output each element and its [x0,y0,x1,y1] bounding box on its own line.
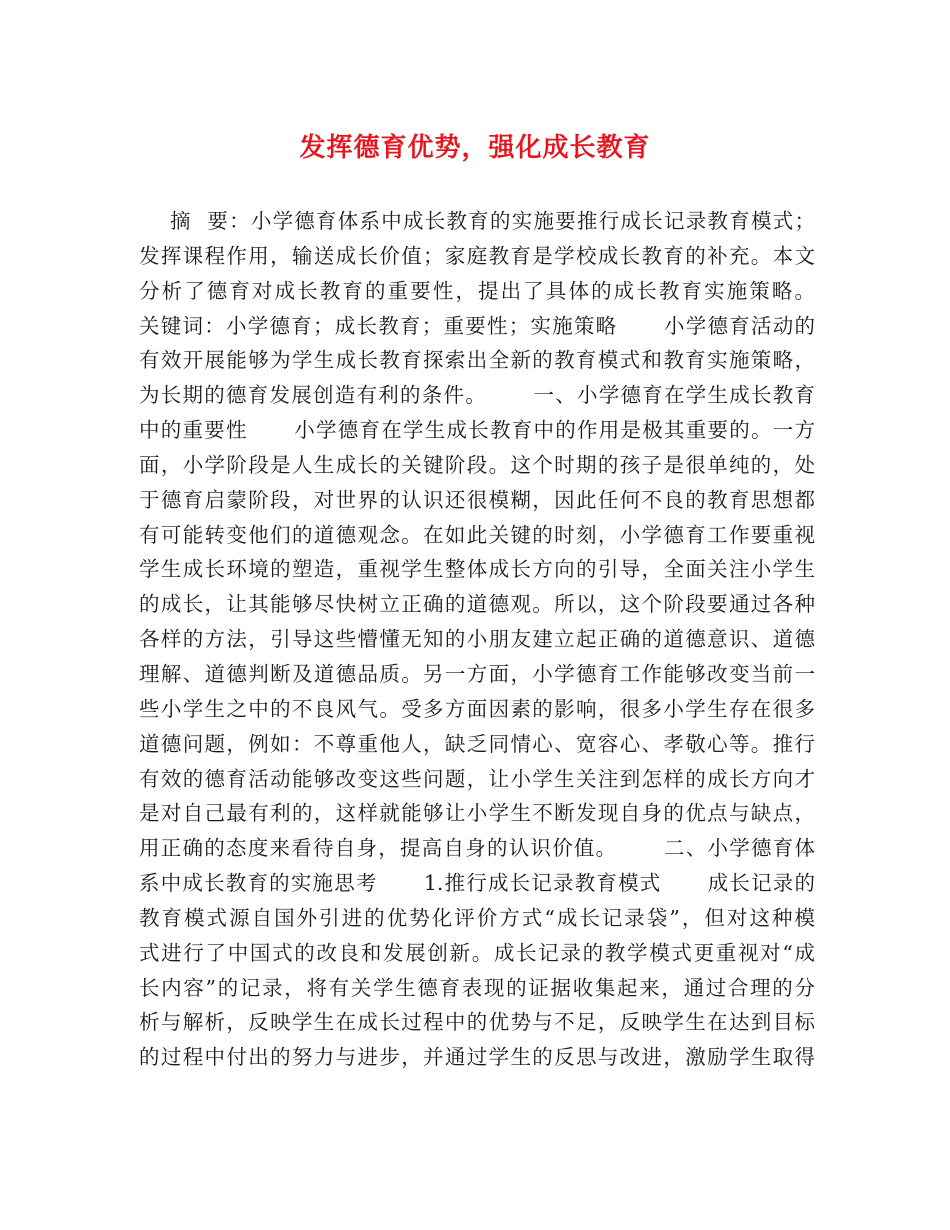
document-body [139,204,815,1075]
body-line: 各样的方法，引导这些懵懂无知的小朋友建立起正确的道德意识、道德 [139,627,815,652]
body-line: 是对自己最有利的，这样就能够让小学生不断发现自身的优点与缺点， [139,801,815,826]
body-line: 发挥课程作用，输送成长价值；家庭教育是学校成长教育的补充。本文 [139,243,815,268]
body-line: 长内容”的记录，将有关学生德育表现的证据收集起来，通过合理的分 [139,975,815,1000]
body-line: 中的重要性 小学德育在学生成长教育中的作用是极其重要的。一方 [139,418,815,443]
body-line: 析与解析，反映学生在成长过程中的优势与不足，反映学生在达到目标 [139,1010,815,1035]
document-title: 发挥德育优势，强化成长教育 [299,133,651,163]
body-line: 道德问题，例如：不尊重他人，缺乏同情心、宽容心、孝敬心等。推行 [139,731,815,756]
body-line: 有效的德育活动能够改变这些问题，让小学生关注到怎样的成长方向才 [139,766,815,791]
body-line: 系中成长教育的实施思考 1.推行成长记录教育模式 成长记录的 [139,871,815,896]
body-line: 关键词：小学德育；成长教育；重要性；实施策略 小学德育活动的 [139,313,815,338]
body-line: 教育模式源自国外引进的优势化评价方式“成长记录袋”，但对这种模 [139,905,815,930]
body-line: 分析了德育对成长教育的重要性，提出了具体的成长教育实施策略。 [139,278,815,303]
body-line: 有效开展能够为学生成长教育探索出全新的教育模式和教育实施策略， [139,348,815,373]
body-line: 用正确的态度来看待自身，提高自身的认识价值。 二、小学德育体 [139,836,815,861]
body-line: 于德育启蒙阶段，对世界的认识还很模糊，因此任何不良的教育思想都 [139,487,815,512]
body-line: 为长期的德育发展创造有利的条件。 一、小学德育在学生成长教育 [139,383,815,408]
body-line: 面，小学阶段是人生成长的关键阶段。这个时期的孩子是很单纯的，处 [139,452,815,477]
body-line: 有可能转变他们的道德观念。在如此关键的时刻，小学德育工作要重视 [139,522,815,547]
body-line: 摘 要：小学德育体系中成长教育的实施要推行成长记录教育模式； [139,209,815,233]
body-line: 学生成长环境的塑造，重视学生整体成长方向的引导，全面关注小学生 [139,557,815,582]
body-line: 些小学生之中的不良风气。受多方面因素的影响，很多小学生存在很多 [139,696,815,721]
body-line: 的过程中付出的努力与进步，并通过学生的反思与改进，激励学生取得 [139,1045,815,1070]
body-line: 的成长，让其能够尽快树立正确的道德观。所以，这个阶段要通过各种 [139,592,815,617]
body-line: 理解、道德判断及道德品质。另一方面，小学德育工作能够改变当前一 [139,661,815,686]
body-line: 式进行了中国式的改良和发展创新。成长记录的教学模式更重视对“成 [139,940,815,965]
